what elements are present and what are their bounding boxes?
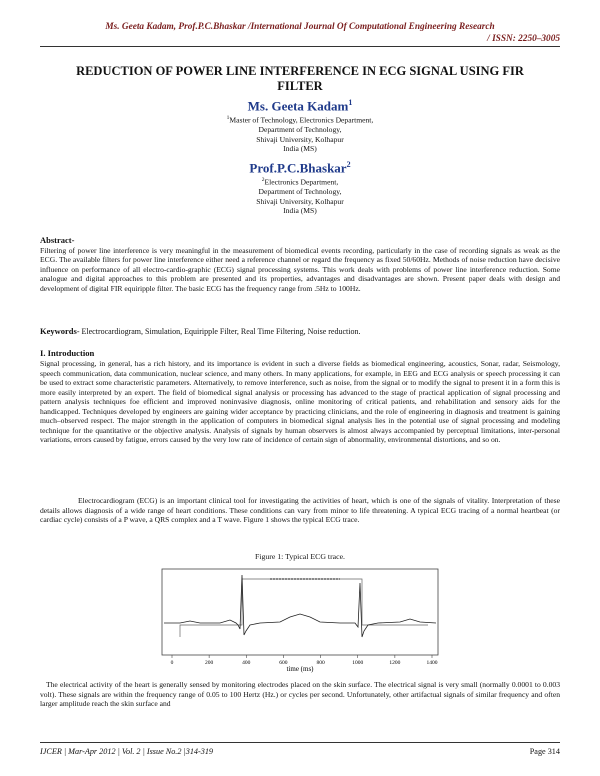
- ecg-x-tick-label: 1400: [426, 660, 438, 666]
- intro-paragraph-1: Signal processing, in general, has a rich history, and its importance is evident in such a diverse fields as biomedical engineering, acoustics, Sonar, radar, Seismology, speech communication, data communication, nuclear science, and many others. In many applications, for example, in EEG and ECG analysis or speech processing it can be used to extract some characteristic parameters. Alternatively, to remove interference, such as noise, from the signal or to modify the signal to present it in a form this is more easily interpreted by an expert. The field of biomedical signal analysis or processing has advanced to the stage of practical application of signal processing and pattern analysis techniques foe efficient and improved noninvasive diagnosis, online monitoring of critical patients, and rehabilitation and sensory aids for the handicapped. Techniques developed by engineers are gaining wider acceptance by practicing clinicians, and the role of engineering in diagnosis and treatment is gaining much–observed respect. The major strength in the application of computers in biomedical signal analysis lies in the potential use of signal processing and modeling technique for the quantitative or the objective analysis. Analysis of signals by human observers is almost always accompanied by perceptual limitations, inter-personal variations, errors caused by fatigue, errors caused by the very low rate of incidence of certain sign of abnormality, environmental distortions, and so on.: [40, 359, 560, 444]
- keywords: [40, 326, 560, 336]
- ecg-plot-frame: [162, 569, 438, 655]
- ecg-x-tick-label: 800: [316, 660, 325, 666]
- ecg-x-tick-label: 0: [170, 660, 174, 666]
- author-block-1: [40, 98, 560, 153]
- footer-rule: [40, 742, 560, 743]
- running-footer: [40, 747, 560, 756]
- intro-paragraph-2: Electrocardiogram (ECG) is an important clinical tool for investigating the activities of heart, which is one of the signals of vitality. Interpretation of these details allows diagnosis of a wide range of heart conditions. These conditions can vary from minor to life threatening. A typical ECG tracing of a normal heartbeat (or cardiac cycle) consists of a P wave, a QRS complex and a T wave. Figure 1 shows the typical ECG trace.: [40, 496, 560, 524]
- ecg-x-label: time (ms): [286, 665, 314, 673]
- abstract: [40, 236, 560, 293]
- header-rule: [40, 46, 560, 47]
- ecg-x-tick-label: 1200: [389, 660, 401, 666]
- ecg-x-tick-label: 200: [205, 660, 214, 666]
- running-header: [40, 22, 560, 44]
- keywords-label: Keywords: [40, 326, 77, 336]
- ecg-x-tick-label: 1000: [352, 660, 364, 666]
- ecg-figure: [150, 565, 450, 673]
- header-authors-journal: Ms. Geeta Kadam, Prof.P.C.Bhaskar /International Journal Of Computational Engineering Research: [105, 22, 495, 32]
- abstract-heading: Abstract-: [40, 235, 75, 245]
- paper-title: REDUCTION OF POWER LINE INTERFERENCE IN ECG SIGNAL USING FIR FILTER: [76, 64, 524, 93]
- figure-caption: Figure 1: Typical ECG trace.: [254, 552, 346, 561]
- author-name-1: Ms. Geeta Kadam$^1$: [247, 98, 353, 114]
- ecg-x-tick-label: 400: [242, 660, 251, 666]
- author-affiliation-1: $^1$Master of Technology, Electronics Department, Department of Technology, Shivaji University, Kolhapur India (MS): [226, 115, 374, 154]
- author-affiliation-2: $^2$Electronics Department, Department of Technology, Shivaji University, Kolhapur India (MS): [256, 177, 344, 216]
- page-number: Page 314: [529, 747, 560, 756]
- header-issn: / ISSN: 2250–3005: [487, 34, 560, 44]
- section-heading-introduction: I. Introduction: [40, 348, 95, 358]
- author-name-2: Prof.P.C.Bhaskar$^2$: [249, 160, 351, 176]
- footer-citation: IJCER | Mar-Apr 2012 | Vol. 2 | Issue No.2 |314-319: [40, 747, 214, 756]
- author-block-2: [40, 160, 560, 215]
- abstract-text: Filtering of power line interference is very meaningful in the measurement of biomedical events recording, particularly in the case of recording signals as weak as the ECG. The available filters for power line interference either need a reference channel or regard the frequency as fixed 50/60Hz. Methods of noise reduction have decisive influence on performance of all electro-cardio-graphic (ECG) signal processing systems. This work deals with problems of power line interference reduction. Some analogue and digital approaches to this problem are presented and its properties, advantages and disadvantages are shown. Present paper deals with design and development of digital FIR equiripple filter. The basic ECG has the frequency range from .5Hz to 100Hz.: [40, 245, 560, 293]
- ecg-x-tick-label: 600: [279, 660, 288, 666]
- keywords-text: - Electrocardiogram, Simulation, Equiripple Filter, Real Time Filtering, Noise reduction.: [76, 327, 361, 336]
- intro-paragraph-3: The electrical activity of the heart is generally sensed by monitoring electrodes placed on the skin surface. The electrical signal is very small (normally 0.0001 to 0.003 volt). These signals are within the frequency range of 0.05 to 100 Hertz (Hz.) or cycles per second. Unfortunately, other artifactual signals of similar frequency and often larger amplitude reach the skin surface and: [40, 680, 560, 708]
